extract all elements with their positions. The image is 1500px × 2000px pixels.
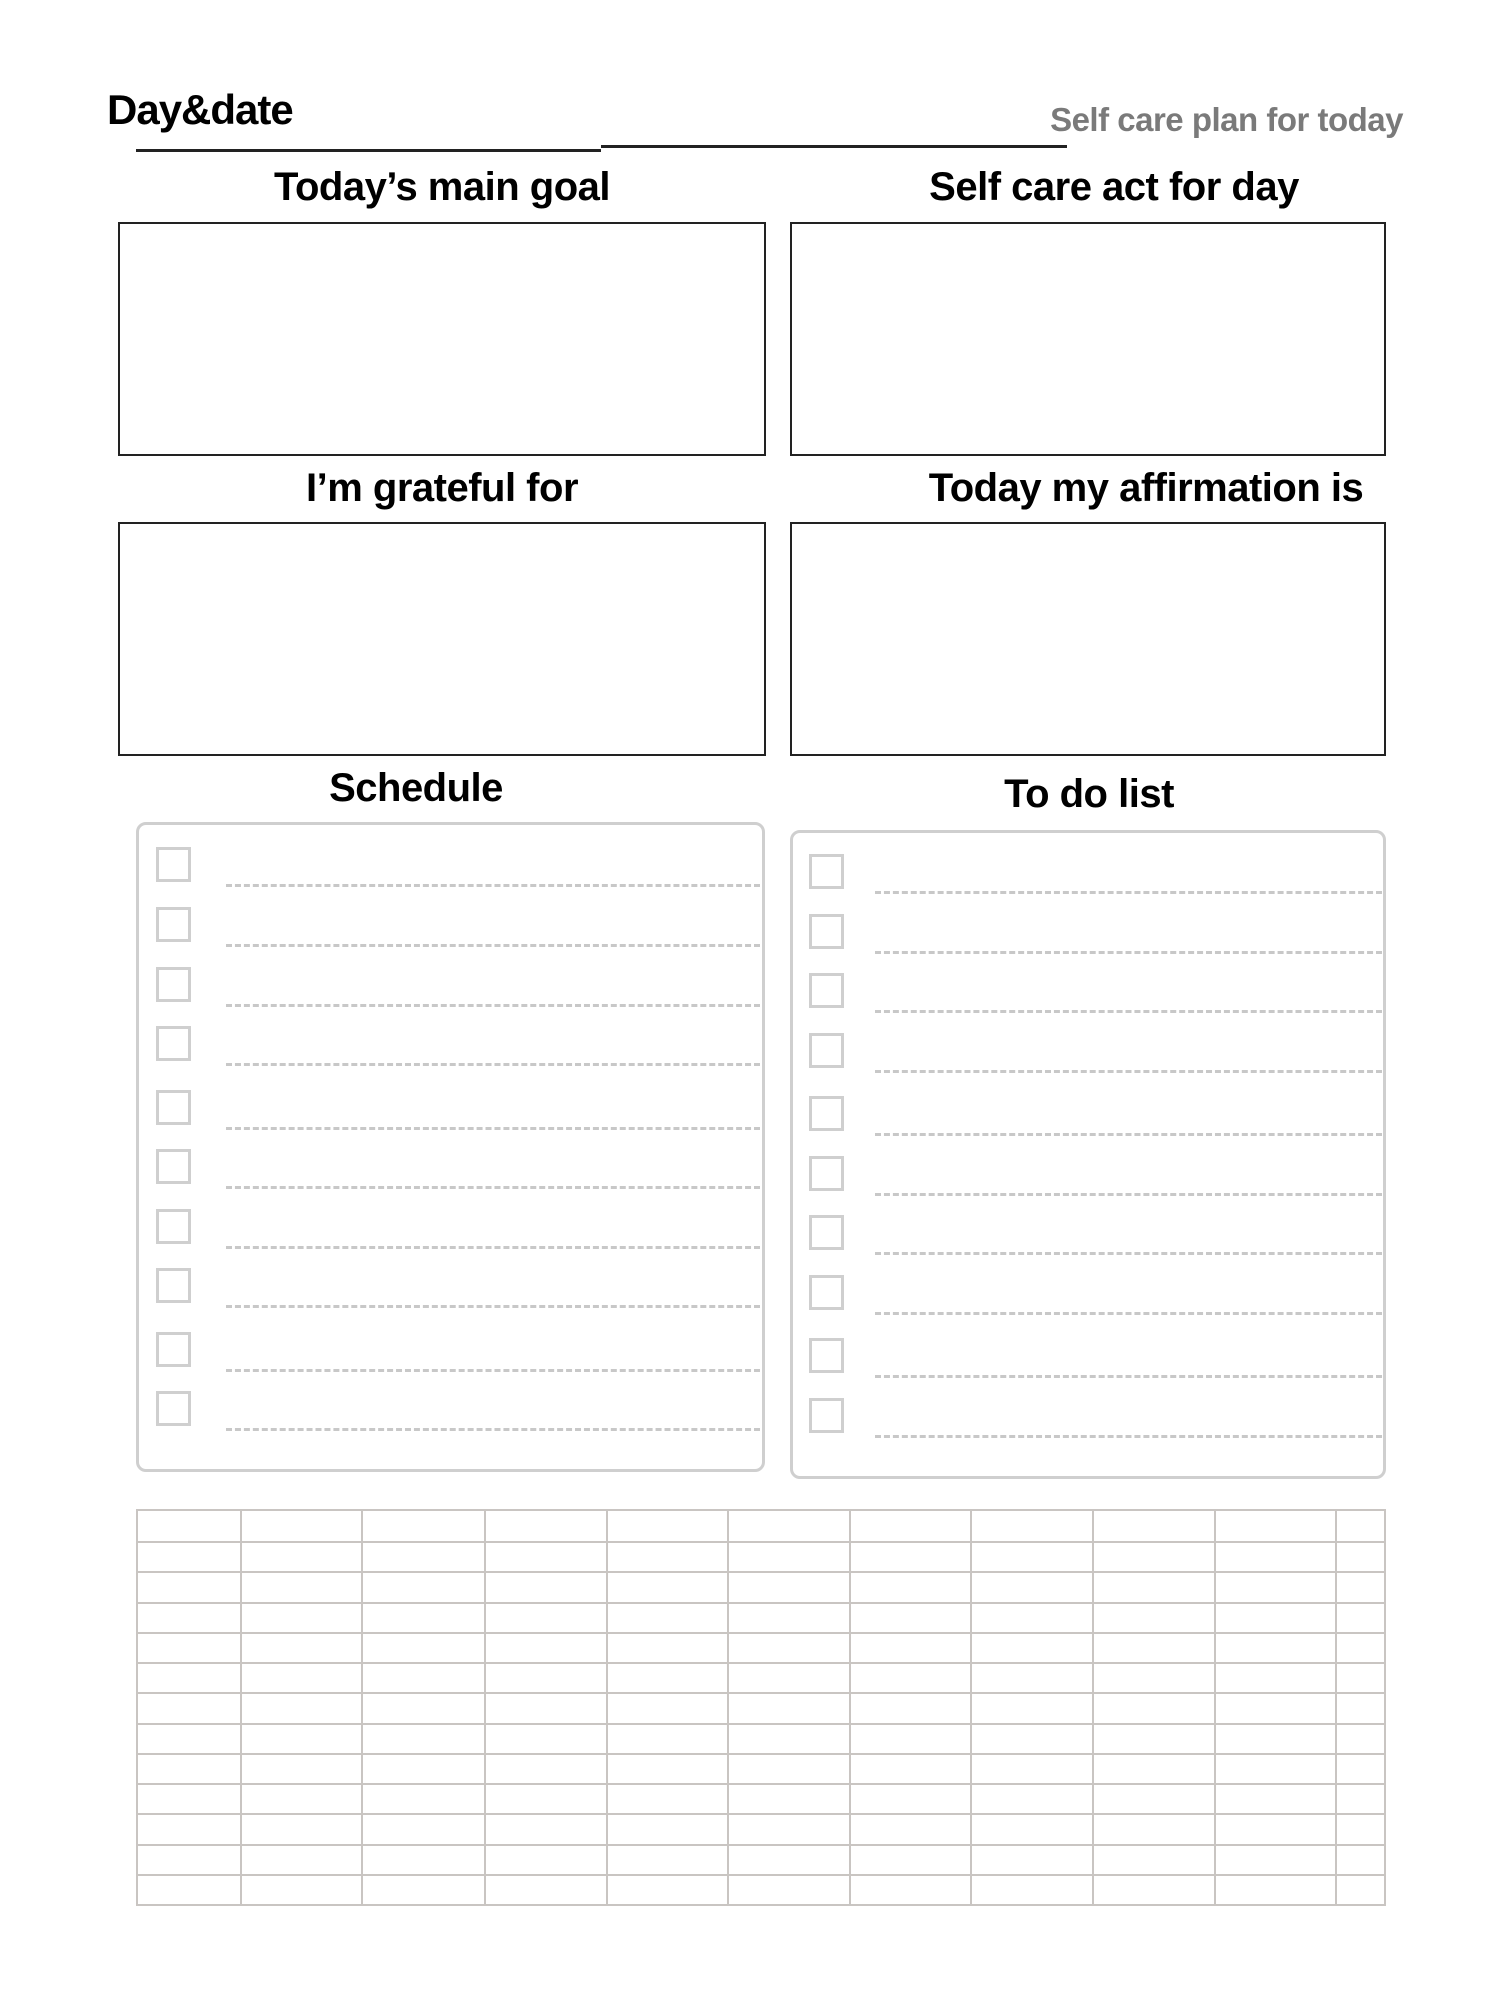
- schedule-item-checkbox[interactable]: [156, 1391, 191, 1426]
- grid-row-line: [138, 1723, 1384, 1725]
- grid-row-line: [138, 1753, 1384, 1755]
- schedule-item-checkbox[interactable]: [156, 907, 191, 942]
- todo-item-line[interactable]: [875, 951, 1382, 954]
- schedule-item-checkbox[interactable]: [156, 1332, 191, 1367]
- affirmation-box[interactable]: [790, 522, 1386, 756]
- schedule-item-checkbox[interactable]: [156, 1090, 191, 1125]
- schedule-panel: [136, 822, 765, 1472]
- todo-item-line[interactable]: [875, 1375, 1382, 1378]
- main-goal-heading: Today’s main goal: [273, 165, 611, 209]
- schedule-item-line[interactable]: [226, 1428, 760, 1431]
- grid-row-line: [138, 1632, 1384, 1634]
- self-care-act-heading: Self care act for day: [929, 165, 1299, 209]
- todo-item-checkbox[interactable]: [809, 1215, 844, 1250]
- schedule-item-line[interactable]: [226, 1369, 760, 1372]
- notes-grid: [136, 1509, 1386, 1906]
- schedule-item-line[interactable]: [226, 944, 760, 947]
- schedule-item-line[interactable]: [226, 1186, 760, 1189]
- todo-item-line[interactable]: [875, 1193, 1382, 1196]
- todo-item-checkbox[interactable]: [809, 1156, 844, 1191]
- todo-item-checkbox[interactable]: [809, 1033, 844, 1068]
- schedule-item-checkbox[interactable]: [156, 1268, 191, 1303]
- todo-panel: [790, 830, 1386, 1479]
- day-date-label: Day&date: [107, 86, 293, 133]
- grid-row-line: [138, 1874, 1384, 1876]
- todo-item-checkbox[interactable]: [809, 914, 844, 949]
- grid-row-line: [138, 1783, 1384, 1785]
- todo-item-line[interactable]: [875, 1070, 1382, 1073]
- schedule-item-line[interactable]: [226, 1305, 760, 1308]
- todo-item-line[interactable]: [875, 1312, 1382, 1315]
- todo-heading: To do list: [1004, 772, 1174, 816]
- schedule-item-line[interactable]: [226, 1063, 760, 1066]
- grid-column-line: [240, 1511, 242, 1904]
- schedule-item-checkbox[interactable]: [156, 1209, 191, 1244]
- todo-item-checkbox[interactable]: [809, 854, 844, 889]
- date-underline-left: [136, 149, 601, 152]
- grid-column-line: [1214, 1511, 1216, 1904]
- todo-item-line[interactable]: [875, 1133, 1382, 1136]
- grid-row-line: [138, 1844, 1384, 1846]
- grid-row-line: [138, 1813, 1384, 1815]
- grateful-heading: I’m grateful for: [305, 466, 579, 510]
- schedule-item-checkbox[interactable]: [156, 1026, 191, 1061]
- schedule-item-line[interactable]: [226, 1004, 760, 1007]
- grid-column-line: [484, 1511, 486, 1904]
- todo-item-line[interactable]: [875, 891, 1382, 894]
- schedule-item-line[interactable]: [226, 1127, 760, 1130]
- grid-column-line: [849, 1511, 851, 1904]
- todo-item-checkbox[interactable]: [809, 1096, 844, 1131]
- affirmation-heading: Today my affirmation is: [928, 466, 1364, 510]
- grid-column-line: [361, 1511, 363, 1904]
- todo-item-line[interactable]: [875, 1435, 1382, 1438]
- schedule-item-checkbox[interactable]: [156, 1149, 191, 1184]
- grateful-box[interactable]: [118, 522, 766, 756]
- todo-item-checkbox[interactable]: [809, 973, 844, 1008]
- grid-column-line: [1092, 1511, 1094, 1904]
- todo-item-line[interactable]: [875, 1252, 1382, 1255]
- subtitle: Self care plan for today: [1050, 101, 1403, 138]
- grid-row-line: [138, 1692, 1384, 1694]
- todo-item-checkbox[interactable]: [809, 1338, 844, 1373]
- grid-column-line: [970, 1511, 972, 1904]
- self-care-act-box[interactable]: [790, 222, 1386, 456]
- schedule-item-checkbox[interactable]: [156, 847, 191, 882]
- todo-item-line[interactable]: [875, 1010, 1382, 1013]
- schedule-item-line[interactable]: [226, 884, 760, 887]
- grid-row-line: [138, 1571, 1384, 1573]
- schedule-item-line[interactable]: [226, 1246, 760, 1249]
- schedule-item-checkbox[interactable]: [156, 967, 191, 1002]
- todo-item-checkbox[interactable]: [809, 1398, 844, 1433]
- grid-column-line: [606, 1511, 608, 1904]
- schedule-heading: Schedule: [329, 766, 503, 810]
- grid-column-line: [727, 1511, 729, 1904]
- todo-item-checkbox[interactable]: [809, 1275, 844, 1310]
- grid-row-line: [138, 1602, 1384, 1604]
- date-underline-right: [601, 145, 1067, 148]
- grid-row-line: [138, 1662, 1384, 1664]
- grid-row-line: [138, 1541, 1384, 1543]
- grid-column-line: [1335, 1511, 1337, 1904]
- main-goal-box[interactable]: [118, 222, 766, 456]
